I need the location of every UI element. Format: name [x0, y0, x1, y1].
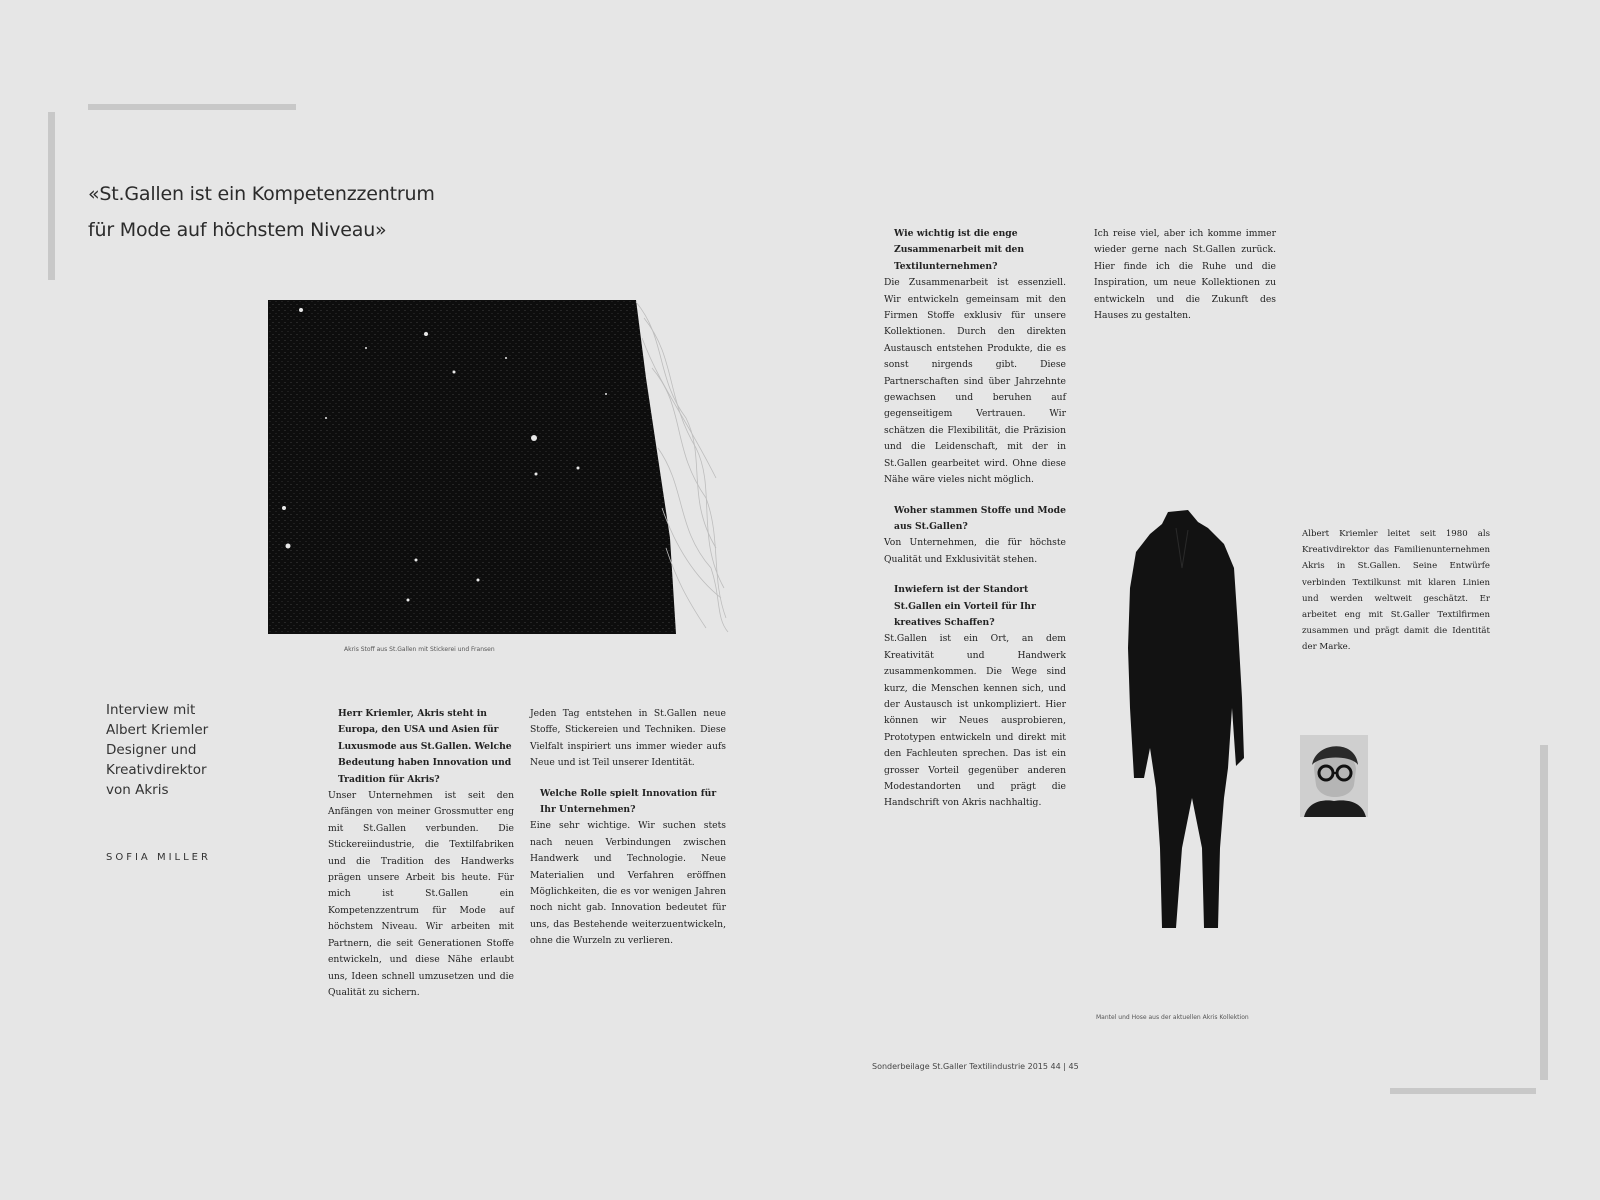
answer-4: Von Unternehmen, die für höchste Qualität und Exklusivität stehen. [884, 537, 1066, 565]
pull-quote-line-2: für Mode auf höchstem Niveau» [88, 219, 387, 241]
question-5: Inwiefern ist der Standort St.Gallen ein Vorteil für Ihr kreatives Schaffen? [894, 584, 1036, 628]
top-rule [88, 104, 296, 110]
intro-line-2: Albert Kriemler [106, 722, 209, 738]
page-folio: Sonderbeilage St.Galler Textilindustrie 2015 44 | 45 [872, 1062, 1079, 1071]
author-byline: SOFIA MILLER [106, 852, 211, 863]
coat-outfit-image [1116, 508, 1248, 944]
fabric-caption: Akris Stoff aus St.Gallen mit Stickerei und Fransen [344, 646, 495, 653]
article-column-1 [328, 706, 514, 1015]
question-4: Woher stammen Stoffe und Mode aus St.Gallen? [894, 504, 1066, 532]
answer-3: Die Zusammenarbeit ist essenziell. Wir entwickeln gemeinsam mit den Firmen Stoffe exklusiv für unsere Kollektionen. Durch den direkten Austausch entstehen Produkte, die es sonst nirgends gibt. Diese Partnerschaften sind über Jahrzehnte gewachsen und beruhen auf gegenseitigem Vertrauen. Wir schätzen die Flexibilität, die Präzision und die Leidenschaft, mit der in St.Gallen gearbeitet wird. Ohne diese Nähe wäre vieles nicht möglich. [884, 277, 1066, 486]
right-vertical-rule [1540, 745, 1548, 1080]
intro-line-4: Kreativdirektor [106, 762, 207, 778]
bottom-rule [1390, 1088, 1536, 1094]
left-vertical-rule [48, 112, 55, 280]
article-column-4 [1094, 226, 1276, 338]
designer-bio: Albert Kriemler leitet seit 1980 als Kreativdirektor das Familienunternehmen Akris in St.Gallen. Seine Entwürfe verbinden Textilkunst mit klaren Linien und werden weltweit geschätzt. Er arbeitet eng mit St.Galler Textilfirmen zusammen und prägt damit die Identität der Marke. [1302, 529, 1490, 653]
question-2: Welche Rolle spielt Innovation für Ihr Unternehmen? [540, 787, 717, 816]
answer-5-continued: Ich reise viel, aber ich komme immer wieder gerne nach St.Gallen zurück. Hier finde ich die Ruhe und die Inspiration, um neue Kollektionen zu entwickeln und die Zukunft des Hauses zu gestalten. [1094, 228, 1276, 322]
question-1: Herr Kriemler, Akris steht in Europa, den USA und Asien für Luxusmode aus St.Gallen. Welche Bedeutung haben Innovation und Tradition für Akris? [338, 708, 512, 785]
answer-1: Unser Unternehmen ist seit den Anfängen von meiner Grossmutter eng mit St.Gallen verbunden. Die Stickereiindustrie, die Textilfabriken und die Tradition des Handwerks prägen unsere Arbeit bis heute. Für mich ist St.Gallen ein Kompetenzzentrum für Mode auf höchstem Niveau. Wir arbeiten mit Partnern, die seit Generationen Stoffe entwickeln, und diese Nähe erlaubt uns, Ideen schnell umzusetzen und die Qualität zu sichern. [328, 790, 514, 998]
designer-portrait [1300, 735, 1368, 817]
coat-caption: Mantel und Hose aus der aktuellen Akris Kollektion [1096, 1014, 1249, 1021]
intro-line-5: von Akris [106, 782, 169, 798]
answer-1-continued: Jeden Tag entstehen in St.Gallen neue Stoffe, Stickereien und Techniken. Diese Vielfalt inspiriert uns immer wieder aufs Neue und ist Teil unserer Identität. [530, 708, 726, 769]
fabric-image [266, 298, 730, 634]
pull-quote-line-1: «St.Gallen ist ein Kompetenzzentrum [88, 183, 435, 205]
answer-5: St.Gallen ist ein Ort, an dem Kreativität und Handwerk zusammenkommen. Die Wege sind kurz, die Menschen kennen sich, und der Austausch ist unkompliziert. Hier können wir Neues ausprobieren, Prototypen entwickeln und direkt mit den Fachleuten sprechen. Das ist ein grosser Vorteil gegenüber anderen Modestandorten und prägt die Handschrift von Akris nachhaltig. [884, 633, 1066, 809]
intro-line-3: Designer und [106, 742, 197, 758]
interview-intro [106, 700, 256, 800]
article-column-2 [530, 706, 726, 964]
pull-quote [88, 176, 508, 248]
answer-2: Eine sehr wichtige. Wir suchen stets nach neuen Verbindungen zwischen Handwerk und Technologie. Neue Materialien und Verfahren eröffnen Möglichkeiten, die es vor wenigen Jahren noch nicht gab. Innovation bedeutet für uns, das Bestehende weiterzuentwickeln, ohne die Wurzeln zu verlieren. [530, 820, 726, 947]
question-3: Wie wichtig ist die enge Zusammenarbeit mit den Textilunternehmen? [894, 228, 1025, 272]
intro-line-1: Interview mit [106, 702, 196, 718]
article-column-3 [884, 226, 1066, 826]
